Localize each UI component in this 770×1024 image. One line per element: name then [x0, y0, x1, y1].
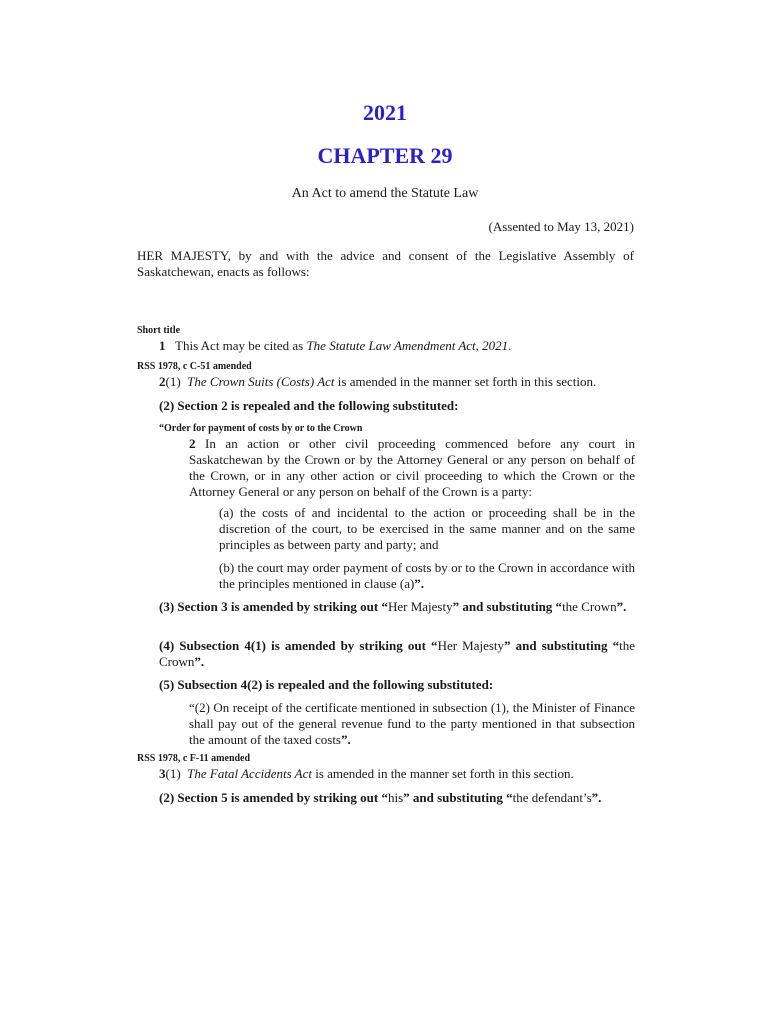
quote-close: ”. [341, 732, 351, 747]
act-name: The Fatal Accidents Act [187, 766, 312, 781]
margin-note-short-title: Short title [137, 325, 181, 336]
quoted-section-number: 2 [189, 436, 196, 451]
section-2-subsection-4 [159, 638, 635, 670]
amend-text: ” and substituting “ [403, 790, 513, 805]
amend-text: ” and substituting “ [452, 599, 563, 614]
section-number: 3 [159, 766, 166, 781]
year-heading: 2021 [363, 100, 407, 125]
quote-close: ”. [591, 790, 602, 805]
section-2-subsection-2: (2) Section 2 is repealed and the following substituted: [159, 398, 459, 413]
section-2-subsection-5: (5) Subsection 4(2) is repealed and the following substituted: [159, 677, 494, 692]
section-text: This Act may be cited as [175, 338, 307, 353]
section-1 [159, 338, 635, 354]
act-name: The Statute Law Amendment Act, 2021 [306, 338, 509, 353]
section-number: 2 [159, 374, 166, 389]
quoted-section-text: In an action or other civil proceeding commenced before any court in Saskatchewan by the Crown or by the Attorney General or any person on behalf of the Crown, or in any other action or civil proceeding to which the Crown or the Attorney General or any person on behalf of the Crown is a party: [189, 436, 635, 499]
substituted-words: the defendant’s [512, 790, 592, 805]
margin-note-fatal-accidents: RSS 1978, c F-11 amended [137, 753, 251, 764]
struck-words: Her Majesty [387, 599, 453, 614]
section-text: is amended in the manner set forth in this section. [334, 374, 597, 389]
section-text-end: . [508, 338, 512, 353]
amend-text: (2) Section 5 is amended by striking out “ [159, 790, 388, 805]
assent-date: (Assented to May 13, 2021) [488, 219, 634, 234]
section-number: 1 [159, 338, 166, 353]
substituted-words: the Crown [159, 638, 635, 669]
quoted-section-heading: “Order for payment of costs by or to the Crown [159, 423, 363, 434]
amend-text: (4) Subsection 4(1) is amended by striking out “ [159, 638, 438, 653]
section-3-subsection-1 [159, 766, 635, 782]
chapter-heading: CHAPTER 29 [317, 143, 453, 168]
quote-close: ”. [194, 654, 205, 669]
section-2-subsection-1 [159, 374, 635, 390]
quote-close: ”. [616, 599, 627, 614]
quote-close: ”. [414, 576, 425, 591]
struck-words: Her Majesty [437, 638, 505, 653]
subsection-number: (1) [165, 374, 181, 389]
subsection-number: (1) [165, 766, 181, 781]
section-2-subsection-3 [159, 599, 635, 615]
substituted-words: the Crown [562, 599, 617, 614]
enacting-clause: HER MAJESTY, by and with the advice and consent of the Legislative Assembly of Saskatchewan, enacts as follows: [137, 248, 634, 279]
clause-a: (a) the costs of and incidental to the action or proceeding shall be in the discretion of the court, to be exercised in the same manner and on the same principles as between party and party; and [219, 505, 635, 552]
struck-words: his [387, 790, 404, 805]
quoted-subsection-4-2 [189, 700, 635, 748]
act-name: The Crown Suits (Costs) Act [187, 374, 335, 389]
section-3-subsection-2 [159, 790, 635, 806]
act-title: An Act to amend the Statute Law [291, 186, 479, 201]
amend-text: (3) Section 3 is amended by striking out “ [159, 599, 388, 614]
section-text: is amended in the manner set forth in this section. [311, 766, 574, 781]
margin-note-crown-suits: RSS 1978, c C-51 amended [137, 361, 252, 372]
quoted-section-2 [189, 436, 635, 500]
clause-b [219, 560, 635, 592]
amend-text: ” and substituting “ [504, 638, 620, 653]
quoted-text: “(2) On receipt of the certificate mentioned in subsection (1), the Minister of Finance shall pay out of the general revenue fund to the party mentioned in that subsection the amount of the taxed costs [189, 700, 635, 747]
clause-b-text: (b) the court may order payment of costs by or to the Crown in accordance with the principles mentioned in clause (a) [219, 560, 635, 591]
